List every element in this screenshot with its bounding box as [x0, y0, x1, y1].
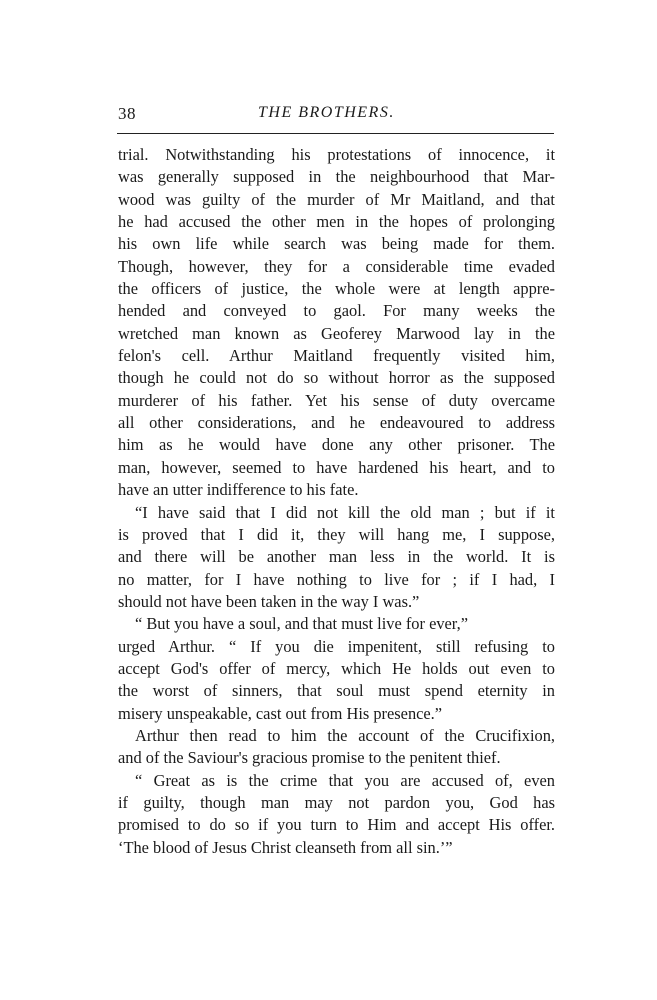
- text-line: man, however, seemed to have hardened his heart, and to: [118, 457, 555, 477]
- text-line: the worst of sinners, that soul must spend eternity in: [118, 681, 555, 701]
- running-title: THE BROTHERS.: [258, 104, 395, 121]
- text-line: have an utter indifference to his fate.: [118, 480, 359, 500]
- text-line: trial. Notwithstanding his protestations of innocence, it: [118, 145, 555, 164]
- text-line: him as he would have done any other prisoner. The: [118, 435, 555, 455]
- text-line: hended and conveyed to gaol. For many weeks the: [118, 301, 555, 321]
- text-line: he had accused the other men in the hopes of prolonging: [118, 212, 555, 232]
- text-line: urged Arthur. “ If you die impenitent, still refusing to: [118, 636, 555, 656]
- text-line: Though, however, they for a considerable time evaded: [118, 256, 555, 276]
- text-line: no matter, for I have nothing to live for ; if I had, I: [118, 569, 555, 589]
- text-line: if guilty, though man may not pardon you, God has: [118, 792, 555, 812]
- text-line: was generally supposed in the neighbourhood that Mar-: [118, 167, 555, 187]
- text-line: murderer of his father. Yet his sense of duty overcame: [118, 390, 555, 410]
- text-line: “I have said that I did not kill the old man ; but if it: [135, 502, 555, 522]
- page-header: [118, 104, 554, 128]
- text-line: accept God's offer of mercy, which He holds out even to: [118, 658, 555, 678]
- header-rule: [117, 133, 554, 134]
- text-line: and there will be another man less in the world. It is: [118, 547, 555, 567]
- body-text: [118, 144, 555, 859]
- text-line: ‘The blood of Jesus Christ cleanseth from all sin.’”: [118, 837, 453, 857]
- text-line: “ But you have a soul, and that must live for ever,”: [135, 614, 468, 634]
- text-line: all other considerations, and he endeavoured to address: [118, 413, 555, 433]
- text-line: and of the Saviour's gracious promise to the penitent thief.: [118, 748, 501, 768]
- text-line: is proved that I did it, they will hang me, I suppose,: [118, 524, 555, 544]
- text-line: should not have been taken in the way I was.”: [118, 591, 420, 611]
- text-line: wretched man known as Geoferey Marwood lay in the: [118, 323, 555, 343]
- text-line: the officers of justice, the whole were at length appre-: [118, 279, 555, 299]
- page-number: 38: [118, 104, 136, 123]
- text-line: “ Great as is the crime that you are accused of, even: [135, 770, 555, 790]
- text-line: misery unspeakable, cast out from His presence.”: [118, 703, 443, 723]
- text-line: Arthur then read to him the account of the Crucifixion,: [135, 725, 555, 745]
- text-line: felon's cell. Arthur Maitland frequently visited him,: [118, 346, 555, 366]
- text-line: his own life while search was being made for them.: [118, 234, 555, 254]
- text-line: though he could not do so without horror as the supposed: [118, 368, 555, 388]
- text-line: promised to do so if you turn to Him and accept His offer.: [118, 815, 555, 835]
- text-line: wood was guilty of the murder of Mr Maitland, and that: [118, 189, 555, 209]
